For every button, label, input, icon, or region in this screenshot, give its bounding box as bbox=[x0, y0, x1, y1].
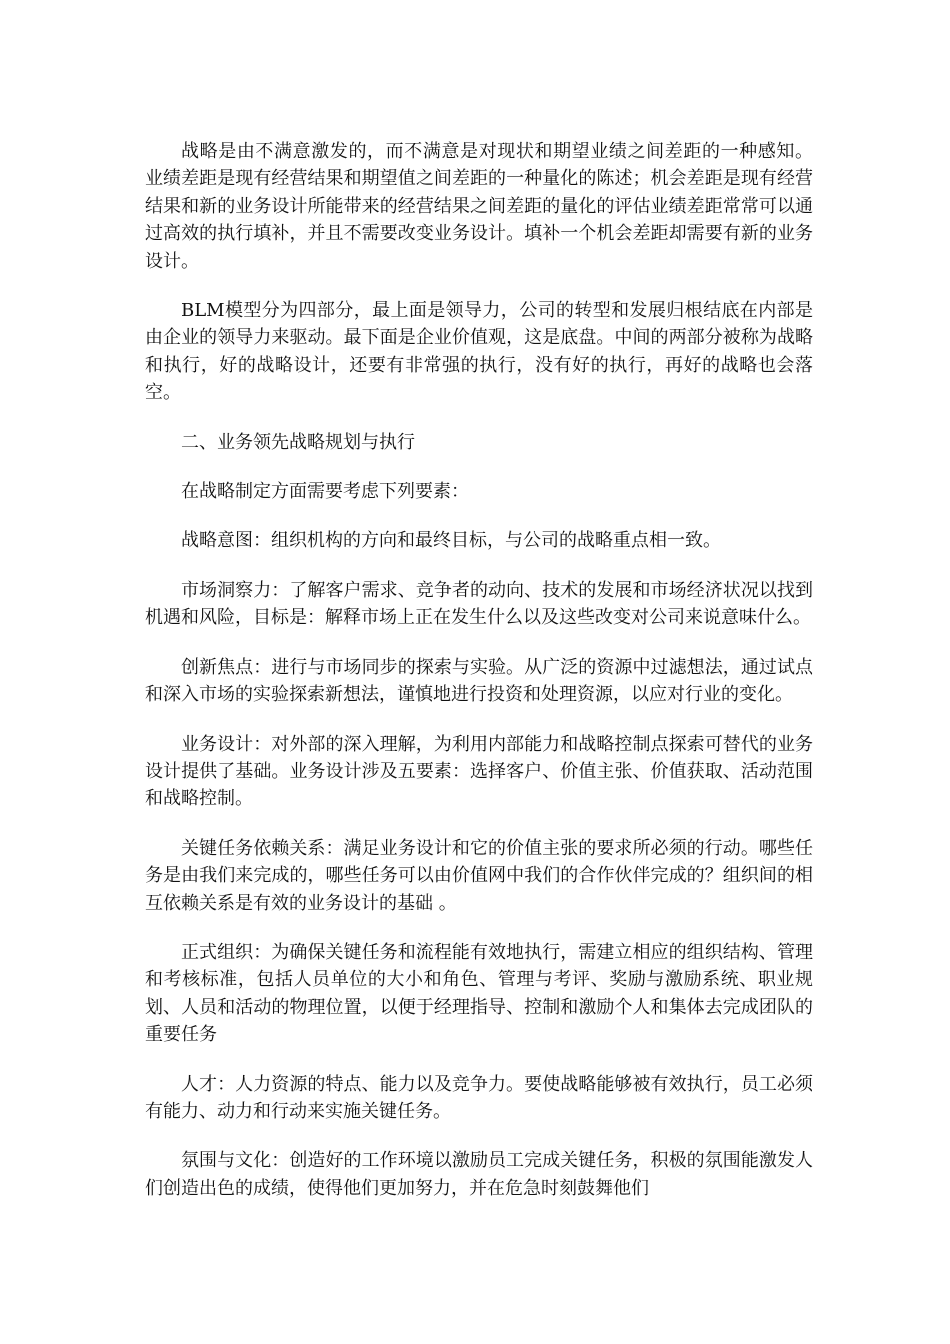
paragraph-climate-culture: 氛围与文化：创造好的工作环境以激励员工完成关键任务，积极的氛围能激发人们创造出色的成绩，使得他们更加努力，并在危急时刻鼓舞他们 bbox=[145, 1150, 813, 1199]
paragraph-strategic-intent: 战略意图：组织机构的方向和最终目标，与公司的战略重点相一致。 bbox=[181, 530, 721, 552]
paragraph-blm-model: BLM模型分为四部分，最上面是领导力，公司的转型和发展归根结底在内部是由企业的领导力来驱动。最下面是企业价值观，这是底盘。中间的两部分被称为战略和执行，好的战略设计，还要有非常强的执行，没有好的执行，再好的战略也会落空。 bbox=[145, 300, 813, 404]
paragraph-critical-tasks: 关键任务依赖关系：满足业务设计和它的价值主张的要求所必须的行动。哪些任务是由我们来完成的，哪些任务可以由价值网中我们的合作伙伴完成的？组织间的相互依赖关系是有效的业务设计的基础 。 bbox=[145, 837, 813, 914]
section-heading: 二、业务领先战略规划与执行 bbox=[181, 431, 415, 453]
paragraph-strategy-gap: 战略是由不满意激发的，而不满意是对现状和期望业绩之间差距的一种感知。 业绩差距是现有经营结果和期望值之间差距的一种量化的陈述；机会差距是现有经营结果和新的业务设计所能带来的经营结果之间差距的量化的评估业绩差距常常可以通过高效的执行填补，并且不需要改变业务设计。填补一个机会差距却需要有新的业务设计。 bbox=[145, 141, 813, 272]
document-body bbox=[145, 138, 813, 1224]
paragraph-formal-organization: 正式组织：为确保关键任务和流程能有效地执行，需建立相应的组织结构、管理和考核标准，包括人员单位的大小和角色、管理与考评、奖励与激励系统、职业规划、人员和活动的物理位置，以便于经理指导、控制和激励个人和集体去完成团队的重要任务 bbox=[145, 941, 813, 1046]
paragraph-business-design: 业务设计：对外部的深入理解，为利用内部能力和战略控制点探索可替代的业务设计提供了基础。业务设计涉及五要素：选择客户、价值主张、价值获取、活动范围和战略控制。 bbox=[145, 733, 813, 810]
paragraph-talent: 人才：人力资源的特点、能力以及竞争力。要使战略能够被有效执行，员工必须有能力、动力和行动来实施关键任务。 bbox=[145, 1073, 813, 1122]
paragraph-market-insight: 市场洞察力：了解客户需求、竞争者的动向、技术的发展和市场经济状况以找到机遇和风险，目标是：解释市场上正在发生什么以及这些改变对公司来说意味什么。 bbox=[145, 579, 813, 629]
paragraph-innovation-focus: 创新焦点：进行与市场同步的探索与实验。从广泛的资源中过滤想法，通过试点和深入市场的实验探索新想法，谨慎地进行投资和处理资源，以应对行业的变化。 bbox=[145, 656, 813, 706]
paragraph-intro: 在战略制定方面需要考虑下列要素： bbox=[181, 481, 469, 503]
